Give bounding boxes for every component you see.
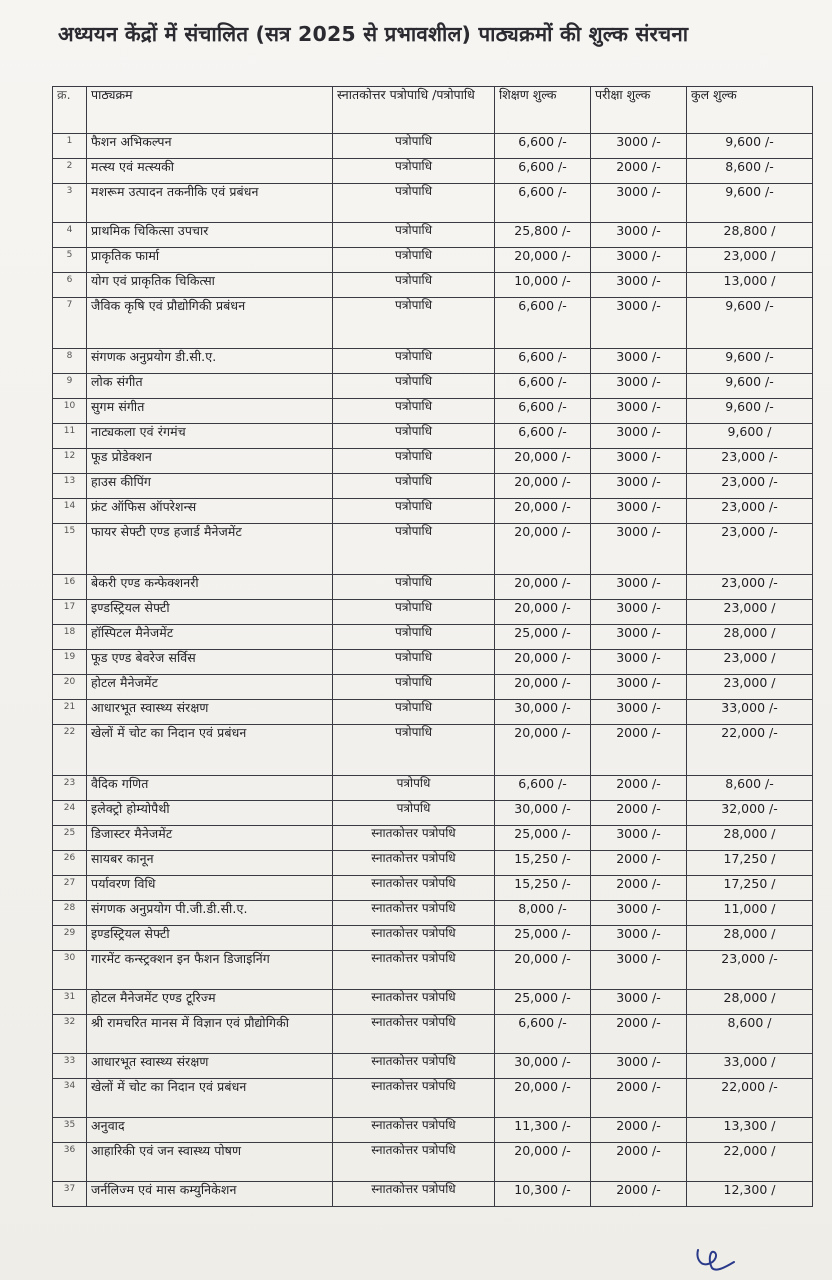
course-type-cell: पत्रोपाधि	[333, 349, 495, 374]
course-type-cell: पत्रोपाधि	[333, 524, 495, 575]
exam-fee-cell: 3000 /-	[591, 248, 687, 273]
serial-cell: 23	[53, 776, 87, 801]
serial-cell: 8	[53, 349, 87, 374]
exam-fee-cell: 3000 /-	[591, 374, 687, 399]
course-name-cell: संगणक अनुप्रयोग डी.सी.ए.	[87, 349, 333, 374]
tuition-fee-cell: 6,600 /-	[495, 159, 591, 184]
serial-cell: 14	[53, 499, 87, 524]
tuition-fee-cell: 6,600 /-	[495, 349, 591, 374]
tuition-fee-cell: 25,000 /-	[495, 926, 591, 951]
course-name-cell: संगणक अनुप्रयोग पी.जी.डी.सी.ए.	[87, 901, 333, 926]
serial-cell: 24	[53, 801, 87, 826]
serial-cell: 17	[53, 600, 87, 625]
exam-fee-cell: 3000 /-	[591, 524, 687, 575]
course-name-cell: फायर सेफ्टी एण्ड हजार्ड मैनेजमेंट	[87, 524, 333, 575]
table-row	[53, 273, 813, 298]
course-name-cell: खेलों में चोट का निदान एवं प्रबंधन	[87, 725, 333, 776]
course-type-cell: पत्रोपधि	[333, 801, 495, 826]
course-name-cell: बेकरी एण्ड कन्फेक्शनरी	[87, 575, 333, 600]
tuition-fee-cell: 6,600 /-	[495, 184, 591, 223]
course-name-cell: प्राथमिक चिकित्सा उपचार	[87, 223, 333, 248]
serial-cell: 20	[53, 675, 87, 700]
course-type-cell: पत्रोपाधि	[333, 474, 495, 499]
tuition-fee-cell: 25,000 /-	[495, 625, 591, 650]
serial-cell: 3	[53, 184, 87, 223]
total-fee-cell: 33,000 /-	[687, 700, 813, 725]
total-fee-cell: 9,600 /-	[687, 374, 813, 399]
total-fee-cell: 13,300 /	[687, 1118, 813, 1143]
total-fee-cell: 23,000 /	[687, 650, 813, 675]
serial-cell: 5	[53, 248, 87, 273]
tuition-fee-cell: 20,000 /-	[495, 474, 591, 499]
exam-fee-cell: 2000 /-	[591, 725, 687, 776]
total-fee-cell: 23,000 /-	[687, 449, 813, 474]
course-type-cell: स्नातकोत्तर पत्रोपधि	[333, 1143, 495, 1182]
total-fee-cell: 9,600 /-	[687, 349, 813, 374]
total-fee-cell: 13,000 /	[687, 273, 813, 298]
table-body	[53, 134, 813, 1207]
exam-fee-cell: 2000 /-	[591, 801, 687, 826]
total-fee-cell: 17,250 /	[687, 876, 813, 901]
exam-fee-cell: 2000 /-	[591, 876, 687, 901]
serial-cell: 15	[53, 524, 87, 575]
table-row	[53, 424, 813, 449]
total-fee-cell: 28,000 /	[687, 625, 813, 650]
serial-cell: 35	[53, 1118, 87, 1143]
course-type-cell: पत्रोपधि	[333, 776, 495, 801]
course-type-cell: पत्रोपाधि	[333, 499, 495, 524]
course-type-cell: पत्रोपाधि	[333, 725, 495, 776]
course-type-cell: पत्रोपाधि	[333, 575, 495, 600]
tuition-fee-cell: 15,250 /-	[495, 851, 591, 876]
exam-fee-cell: 3000 /-	[591, 349, 687, 374]
course-type-cell: पत्रोपाधि	[333, 223, 495, 248]
table-row	[53, 625, 813, 650]
header-serial: क्र.	[53, 87, 87, 134]
course-name-cell: वैदिक गणित	[87, 776, 333, 801]
course-name-cell: होटल मैनेजमेंट एण्ड टूरिज्म	[87, 990, 333, 1015]
tuition-fee-cell: 20,000 /-	[495, 600, 591, 625]
total-fee-cell: 8,600 /	[687, 1015, 813, 1054]
serial-cell: 25	[53, 826, 87, 851]
course-name-cell: इण्डस्ट्रियल सेफ्टी	[87, 600, 333, 625]
serial-cell: 4	[53, 223, 87, 248]
course-type-cell: पत्रोपाधि	[333, 650, 495, 675]
exam-fee-cell: 2000 /-	[591, 1015, 687, 1054]
course-name-cell: श्री रामचरित मानस में विज्ञान एवं प्रौद्योगिकी	[87, 1015, 333, 1054]
course-name-cell: जैविक कृषि एवं प्रौद्योगिकी प्रबंधन	[87, 298, 333, 349]
course-name-cell: आधारभूत स्वास्थ्य संरक्षण	[87, 1054, 333, 1079]
exam-fee-cell: 3000 /-	[591, 650, 687, 675]
table-row	[53, 851, 813, 876]
course-type-cell: स्नातकोत्तर पत्रोपधि	[333, 1054, 495, 1079]
serial-cell: 30	[53, 951, 87, 990]
serial-cell: 11	[53, 424, 87, 449]
serial-cell: 31	[53, 990, 87, 1015]
table-row	[53, 675, 813, 700]
serial-cell: 9	[53, 374, 87, 399]
table-row	[53, 298, 813, 349]
tuition-fee-cell: 25,800 /-	[495, 223, 591, 248]
course-type-cell: स्नातकोत्तर पत्रोपधि	[333, 851, 495, 876]
course-type-cell: पत्रोपाधि	[333, 625, 495, 650]
signature-mark	[690, 1244, 740, 1274]
tuition-fee-cell: 30,000 /-	[495, 1054, 591, 1079]
table-row	[53, 248, 813, 273]
header-course: पाठ्यक्रम	[87, 87, 333, 134]
course-name-cell: अनुवाद	[87, 1118, 333, 1143]
exam-fee-cell: 3000 /-	[591, 184, 687, 223]
exam-fee-cell: 3000 /-	[591, 134, 687, 159]
table-row	[53, 399, 813, 424]
page-title: अध्ययन केंद्रों में संचालित (सत्र 2025 से प्रभावशील) पाठ्यक्रमों की शुल्क संरचना	[58, 22, 689, 46]
tuition-fee-cell: 15,250 /-	[495, 876, 591, 901]
table-row	[53, 374, 813, 399]
tuition-fee-cell: 6,600 /-	[495, 298, 591, 349]
serial-cell: 29	[53, 926, 87, 951]
exam-fee-cell: 3000 /-	[591, 990, 687, 1015]
table-row	[53, 184, 813, 223]
course-name-cell: खेलों में चोट का निदान एवं प्रबंधन	[87, 1079, 333, 1118]
table-row	[53, 499, 813, 524]
tuition-fee-cell: 6,600 /-	[495, 399, 591, 424]
course-type-cell: पत्रोपाधि	[333, 184, 495, 223]
tuition-fee-cell: 20,000 /-	[495, 575, 591, 600]
exam-fee-cell: 3000 /-	[591, 1054, 687, 1079]
exam-fee-cell: 2000 /-	[591, 776, 687, 801]
serial-cell: 2	[53, 159, 87, 184]
total-fee-cell: 9,600 /-	[687, 184, 813, 223]
course-name-cell: प्राकृतिक फार्मा	[87, 248, 333, 273]
tuition-fee-cell: 20,000 /-	[495, 1079, 591, 1118]
table-row	[53, 524, 813, 575]
tuition-fee-cell: 20,000 /-	[495, 1143, 591, 1182]
table-row	[53, 134, 813, 159]
course-name-cell: होटल मैनेजमेंट	[87, 675, 333, 700]
course-name-cell: गारमेंट कन्स्ट्रक्शन इन फैशन डिजाइनिंग	[87, 951, 333, 990]
course-type-cell: स्नातकोत्तर पत्रोपधि	[333, 1118, 495, 1143]
course-name-cell: योग एवं प्राकृतिक चिकित्सा	[87, 273, 333, 298]
total-fee-cell: 8,600 /-	[687, 159, 813, 184]
serial-cell: 36	[53, 1143, 87, 1182]
serial-cell: 27	[53, 876, 87, 901]
table-row	[53, 650, 813, 675]
course-type-cell: पत्रोपाधि	[333, 700, 495, 725]
course-type-cell: पत्रोपाधि	[333, 134, 495, 159]
serial-cell: 32	[53, 1015, 87, 1054]
total-fee-cell: 32,000 /-	[687, 801, 813, 826]
total-fee-cell: 8,600 /-	[687, 776, 813, 801]
serial-cell: 21	[53, 700, 87, 725]
header-total-fee: कुल शुल्क	[687, 87, 813, 134]
serial-cell: 33	[53, 1054, 87, 1079]
table-row	[53, 600, 813, 625]
serial-cell: 22	[53, 725, 87, 776]
tuition-fee-cell: 20,000 /-	[495, 675, 591, 700]
tuition-fee-cell: 10,300 /-	[495, 1182, 591, 1207]
table-row	[53, 1143, 813, 1182]
table-row	[53, 901, 813, 926]
course-name-cell: हॉस्पिटल मैनेजमेंट	[87, 625, 333, 650]
total-fee-cell: 23,000 /	[687, 248, 813, 273]
serial-cell: 28	[53, 901, 87, 926]
total-fee-cell: 23,000 /	[687, 600, 813, 625]
table-row	[53, 1182, 813, 1207]
header-type: स्नातकोत्तर पत्रोपाधि /पत्रोपाधि	[333, 87, 495, 134]
course-name-cell: इलेक्ट्रो होम्योपैथी	[87, 801, 333, 826]
tuition-fee-cell: 6,600 /-	[495, 776, 591, 801]
course-type-cell: स्नातकोत्तर पत्रोपधि	[333, 951, 495, 990]
course-name-cell: आधारभूत स्वास्थ्य संरक्षण	[87, 700, 333, 725]
course-type-cell: पत्रोपाधि	[333, 159, 495, 184]
table-row	[53, 1079, 813, 1118]
table-row	[53, 951, 813, 990]
tuition-fee-cell: 20,000 /-	[495, 524, 591, 575]
tuition-fee-cell: 20,000 /-	[495, 725, 591, 776]
course-name-cell: इण्डस्ट्रियल सेफ्टी	[87, 926, 333, 951]
course-name-cell: फूड प्रोडेक्शन	[87, 449, 333, 474]
table-row	[53, 776, 813, 801]
course-name-cell: फैशन अभिकल्पन	[87, 134, 333, 159]
table-row	[53, 1054, 813, 1079]
total-fee-cell: 9,600 /-	[687, 134, 813, 159]
exam-fee-cell: 3000 /-	[591, 575, 687, 600]
tuition-fee-cell: 25,000 /-	[495, 990, 591, 1015]
table-header-row	[53, 87, 813, 134]
exam-fee-cell: 3000 /-	[591, 449, 687, 474]
total-fee-cell: 28,000 /	[687, 990, 813, 1015]
exam-fee-cell: 3000 /-	[591, 826, 687, 851]
exam-fee-cell: 3000 /-	[591, 424, 687, 449]
serial-cell: 16	[53, 575, 87, 600]
tuition-fee-cell: 30,000 /-	[495, 700, 591, 725]
total-fee-cell: 22,000 /-	[687, 1079, 813, 1118]
table-row	[53, 449, 813, 474]
serial-cell: 37	[53, 1182, 87, 1207]
total-fee-cell: 23,000 /-	[687, 951, 813, 990]
total-fee-cell: 28,800 /	[687, 223, 813, 248]
serial-cell: 1	[53, 134, 87, 159]
course-name-cell: मशरूम उत्पादन तकनीकि एवं प्रबंधन	[87, 184, 333, 223]
total-fee-cell: 28,000 /	[687, 826, 813, 851]
serial-cell: 18	[53, 625, 87, 650]
course-type-cell: स्नातकोत्तर पत्रोपधि	[333, 926, 495, 951]
tuition-fee-cell: 30,000 /-	[495, 801, 591, 826]
tuition-fee-cell: 20,000 /-	[495, 248, 591, 273]
course-type-cell: स्नातकोत्तर पत्रोपधि	[333, 1015, 495, 1054]
course-type-cell: पत्रोपाधि	[333, 399, 495, 424]
course-name-cell: सायबर कानून	[87, 851, 333, 876]
total-fee-cell: 23,000 /-	[687, 575, 813, 600]
course-name-cell: जर्नलिज्म एवं मास कम्युनिकेशन	[87, 1182, 333, 1207]
header-tuition-fee: शिक्षण शुल्क	[495, 87, 591, 134]
course-type-cell: स्नातकोत्तर पत्रोपधि	[333, 826, 495, 851]
table-row	[53, 826, 813, 851]
tuition-fee-cell: 6,600 /-	[495, 374, 591, 399]
course-name-cell: आहारिकी एवं जन स्वास्थ्य पोषण	[87, 1143, 333, 1182]
exam-fee-cell: 3000 /-	[591, 600, 687, 625]
table-row	[53, 700, 813, 725]
exam-fee-cell: 2000 /-	[591, 159, 687, 184]
total-fee-cell: 28,000 /	[687, 926, 813, 951]
course-name-cell: लोक संगीत	[87, 374, 333, 399]
table-row	[53, 159, 813, 184]
tuition-fee-cell: 10,000 /-	[495, 273, 591, 298]
course-type-cell: पत्रोपाधि	[333, 298, 495, 349]
exam-fee-cell: 3000 /-	[591, 223, 687, 248]
total-fee-cell: 33,000 /	[687, 1054, 813, 1079]
tuition-fee-cell: 8,000 /-	[495, 901, 591, 926]
tuition-fee-cell: 20,000 /-	[495, 650, 591, 675]
total-fee-cell: 23,000 /-	[687, 499, 813, 524]
table-row	[53, 926, 813, 951]
exam-fee-cell: 3000 /-	[591, 474, 687, 499]
total-fee-cell: 23,000 /-	[687, 474, 813, 499]
tuition-fee-cell: 20,000 /-	[495, 951, 591, 990]
course-name-cell: पर्यावरण विधि	[87, 876, 333, 901]
total-fee-cell: 23,000 /-	[687, 524, 813, 575]
exam-fee-cell: 3000 /-	[591, 399, 687, 424]
course-name-cell: फ्रंट ऑफिस ऑपरेशन्स	[87, 499, 333, 524]
exam-fee-cell: 3000 /-	[591, 675, 687, 700]
course-type-cell: पत्रोपाधि	[333, 248, 495, 273]
exam-fee-cell: 3000 /-	[591, 499, 687, 524]
course-name-cell: फूड एण्ड बेवरेज सर्विस	[87, 650, 333, 675]
header-exam-fee: परीक्षा शुल्क	[591, 87, 687, 134]
table-row	[53, 1118, 813, 1143]
tuition-fee-cell: 11,300 /-	[495, 1118, 591, 1143]
exam-fee-cell: 2000 /-	[591, 851, 687, 876]
exam-fee-cell: 2000 /-	[591, 1079, 687, 1118]
tuition-fee-cell: 6,600 /-	[495, 1015, 591, 1054]
table-row	[53, 801, 813, 826]
course-name-cell: सुगम संगीत	[87, 399, 333, 424]
table-row	[53, 990, 813, 1015]
course-type-cell: स्नातकोत्तर पत्रोपधि	[333, 876, 495, 901]
tuition-fee-cell: 6,600 /-	[495, 424, 591, 449]
exam-fee-cell: 3000 /-	[591, 700, 687, 725]
serial-cell: 10	[53, 399, 87, 424]
tuition-fee-cell: 20,000 /-	[495, 499, 591, 524]
total-fee-cell: 11,000 /	[687, 901, 813, 926]
total-fee-cell: 23,000 /	[687, 675, 813, 700]
total-fee-cell: 9,600 /-	[687, 298, 813, 349]
exam-fee-cell: 2000 /-	[591, 1182, 687, 1207]
course-type-cell: स्नातकोत्तर पत्रोपधि	[333, 1079, 495, 1118]
course-type-cell: पत्रोपाधि	[333, 600, 495, 625]
course-type-cell: पत्रोपाधि	[333, 424, 495, 449]
course-name-cell: नाट्यकला एवं रंगमंच	[87, 424, 333, 449]
total-fee-cell: 12,300 /	[687, 1182, 813, 1207]
serial-cell: 12	[53, 449, 87, 474]
course-name-cell: डिजास्टर मैनेजमेंट	[87, 826, 333, 851]
course-type-cell: स्नातकोत्तर पत्रोपधि	[333, 990, 495, 1015]
course-type-cell: पत्रोपाधि	[333, 374, 495, 399]
exam-fee-cell: 3000 /-	[591, 951, 687, 990]
exam-fee-cell: 3000 /-	[591, 926, 687, 951]
exam-fee-cell: 2000 /-	[591, 1143, 687, 1182]
fee-structure-table	[52, 86, 813, 1207]
course-type-cell: स्नातकोत्तर पत्रोपधि	[333, 901, 495, 926]
tuition-fee-cell: 20,000 /-	[495, 449, 591, 474]
serial-cell: 6	[53, 273, 87, 298]
serial-cell: 34	[53, 1079, 87, 1118]
total-fee-cell: 22,000 /	[687, 1143, 813, 1182]
serial-cell: 19	[53, 650, 87, 675]
serial-cell: 13	[53, 474, 87, 499]
total-fee-cell: 9,600 /	[687, 424, 813, 449]
course-type-cell: पत्रोपाधि	[333, 273, 495, 298]
exam-fee-cell: 3000 /-	[591, 298, 687, 349]
table-row	[53, 223, 813, 248]
course-type-cell: पत्रोपाधि	[333, 449, 495, 474]
table-row	[53, 575, 813, 600]
exam-fee-cell: 2000 /-	[591, 1118, 687, 1143]
tuition-fee-cell: 25,000 /-	[495, 826, 591, 851]
table-row	[53, 876, 813, 901]
table-row	[53, 1015, 813, 1054]
total-fee-cell: 9,600 /-	[687, 399, 813, 424]
course-type-cell: पत्रोपाधि	[333, 675, 495, 700]
total-fee-cell: 17,250 /	[687, 851, 813, 876]
serial-cell: 7	[53, 298, 87, 349]
table-row	[53, 725, 813, 776]
table-row	[53, 349, 813, 374]
course-name-cell: मत्स्य एवं मत्स्यकी	[87, 159, 333, 184]
total-fee-cell: 22,000 /-	[687, 725, 813, 776]
serial-cell: 26	[53, 851, 87, 876]
course-name-cell: हाउस कीपिंग	[87, 474, 333, 499]
course-type-cell: स्नातकोत्तर पत्रोपधि	[333, 1182, 495, 1207]
exam-fee-cell: 3000 /-	[591, 901, 687, 926]
tuition-fee-cell: 6,600 /-	[495, 134, 591, 159]
exam-fee-cell: 3000 /-	[591, 625, 687, 650]
exam-fee-cell: 3000 /-	[591, 273, 687, 298]
table-row	[53, 474, 813, 499]
